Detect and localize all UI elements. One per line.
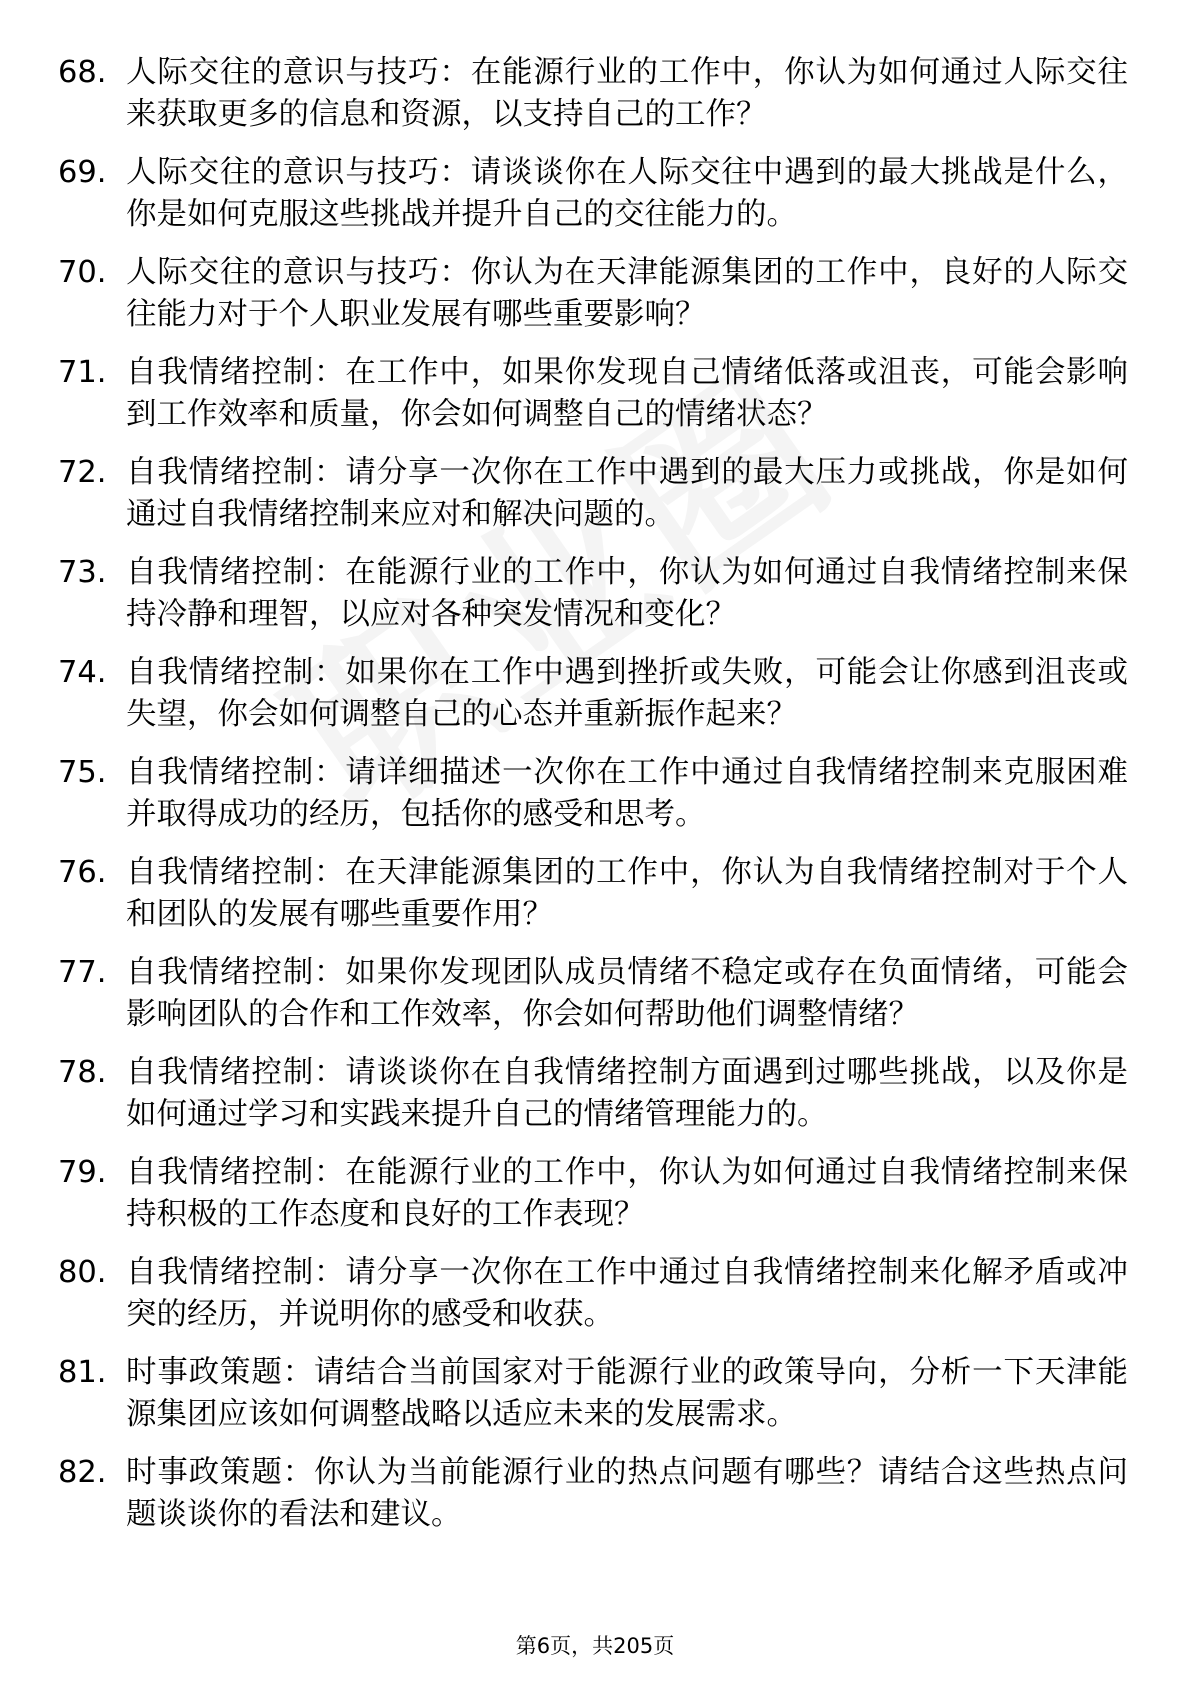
- list-item: [58, 752, 1128, 836]
- question-number: 76.: [58, 855, 107, 890]
- question-text: 自我情绪控制：如果你在工作中遇到挫折或失败，可能会让你感到沮丧或失望，你会如何调整自己的心态并重新振作起来？: [126, 655, 1128, 732]
- question-text: 自我情绪控制：请谈谈你在自我情绪控制方面遇到过哪些挑战，以及你是如何通过学习和实践来提升自己的情绪管理能力的。: [126, 1055, 1128, 1132]
- question-number: 72.: [58, 455, 107, 490]
- list-item: [58, 1452, 1128, 1536]
- list-item: [58, 252, 1128, 336]
- list-item: [58, 152, 1128, 236]
- page-number-label: 第6页，共205页: [515, 1634, 675, 1658]
- list-item: [58, 352, 1128, 436]
- question-number: 71.: [58, 355, 107, 390]
- question-text: 自我情绪控制：请分享一次你在工作中通过自我情绪控制来化解矛盾或冲突的经历，并说明你的感受和收获。: [126, 1255, 1128, 1332]
- question-number: 78.: [58, 1055, 107, 1090]
- question-number: 73.: [58, 555, 107, 590]
- list-item: [58, 52, 1128, 136]
- question-text: 自我情绪控制：在天津能源集团的工作中，你认为自我情绪控制对于个人和团队的发展有哪些重要作用？: [126, 855, 1128, 932]
- list-item: [58, 952, 1128, 1036]
- question-text: 人际交往的意识与技巧：请谈谈你在人际交往中遇到的最大挑战是什么，你是如何克服这些挑战并提升自己的交往能力的。: [126, 155, 1128, 232]
- question-number: 79.: [58, 1155, 107, 1190]
- question-number: 68.: [58, 55, 107, 90]
- question-text: 自我情绪控制：在工作中，如果你发现自己情绪低落或沮丧，可能会影响到工作效率和质量，你会如何调整自己的情绪状态？: [126, 355, 1128, 432]
- list-item: [58, 1052, 1128, 1136]
- question-text: 人际交往的意识与技巧：你认为在天津能源集团的工作中，良好的人际交往能力对于个人职业发展有哪些重要影响？: [126, 255, 1128, 332]
- question-number: 77.: [58, 955, 107, 990]
- list-item: [58, 1352, 1128, 1436]
- question-number: 69.: [58, 155, 107, 190]
- question-number: 81.: [58, 1355, 107, 1390]
- question-number: 82.: [58, 1455, 107, 1490]
- list-item: [58, 552, 1128, 636]
- list-item: [58, 1252, 1128, 1336]
- question-text: 人际交往的意识与技巧：在能源行业的工作中，你认为如何通过人际交往来获取更多的信息和资源，以支持自己的工作？: [126, 55, 1128, 132]
- question-text: 自我情绪控制：请详细描述一次你在工作中通过自我情绪控制来克服困难并取得成功的经历，包括你的感受和思考。: [126, 755, 1128, 832]
- question-number: 74.: [58, 655, 107, 690]
- page-footer: [0, 1632, 1190, 1660]
- question-text: 时事政策题：你认为当前能源行业的热点问题有哪些？请结合这些热点问题谈谈你的看法和建议。: [126, 1455, 1128, 1532]
- question-text: 时事政策题：请结合当前国家对于能源行业的政策导向，分析一下天津能源集团应该如何调整战略以适应未来的发展需求。: [126, 1355, 1128, 1432]
- list-item: [58, 452, 1128, 536]
- list-item: [58, 652, 1128, 736]
- question-number: 75.: [58, 755, 107, 790]
- question-number: 70.: [58, 255, 107, 290]
- question-text: 自我情绪控制：在能源行业的工作中，你认为如何通过自我情绪控制来保持积极的工作态度和良好的工作表现？: [126, 1155, 1128, 1232]
- question-number: 80.: [58, 1255, 107, 1290]
- question-text: 自我情绪控制：在能源行业的工作中，你认为如何通过自我情绪控制来保持冷静和理智，以应对各种突发情况和变化？: [126, 555, 1128, 632]
- question-text: 自我情绪控制：请分享一次你在工作中遇到的最大压力或挑战，你是如何通过自我情绪控制来应对和解决问题的。: [126, 455, 1128, 532]
- question-text: 自我情绪控制：如果你发现团队成员情绪不稳定或存在负面情绪，可能会影响团队的合作和工作效率，你会如何帮助他们调整情绪？: [126, 955, 1128, 1032]
- question-list: [58, 52, 1128, 1552]
- list-item: [58, 1152, 1128, 1236]
- list-item: [58, 852, 1128, 936]
